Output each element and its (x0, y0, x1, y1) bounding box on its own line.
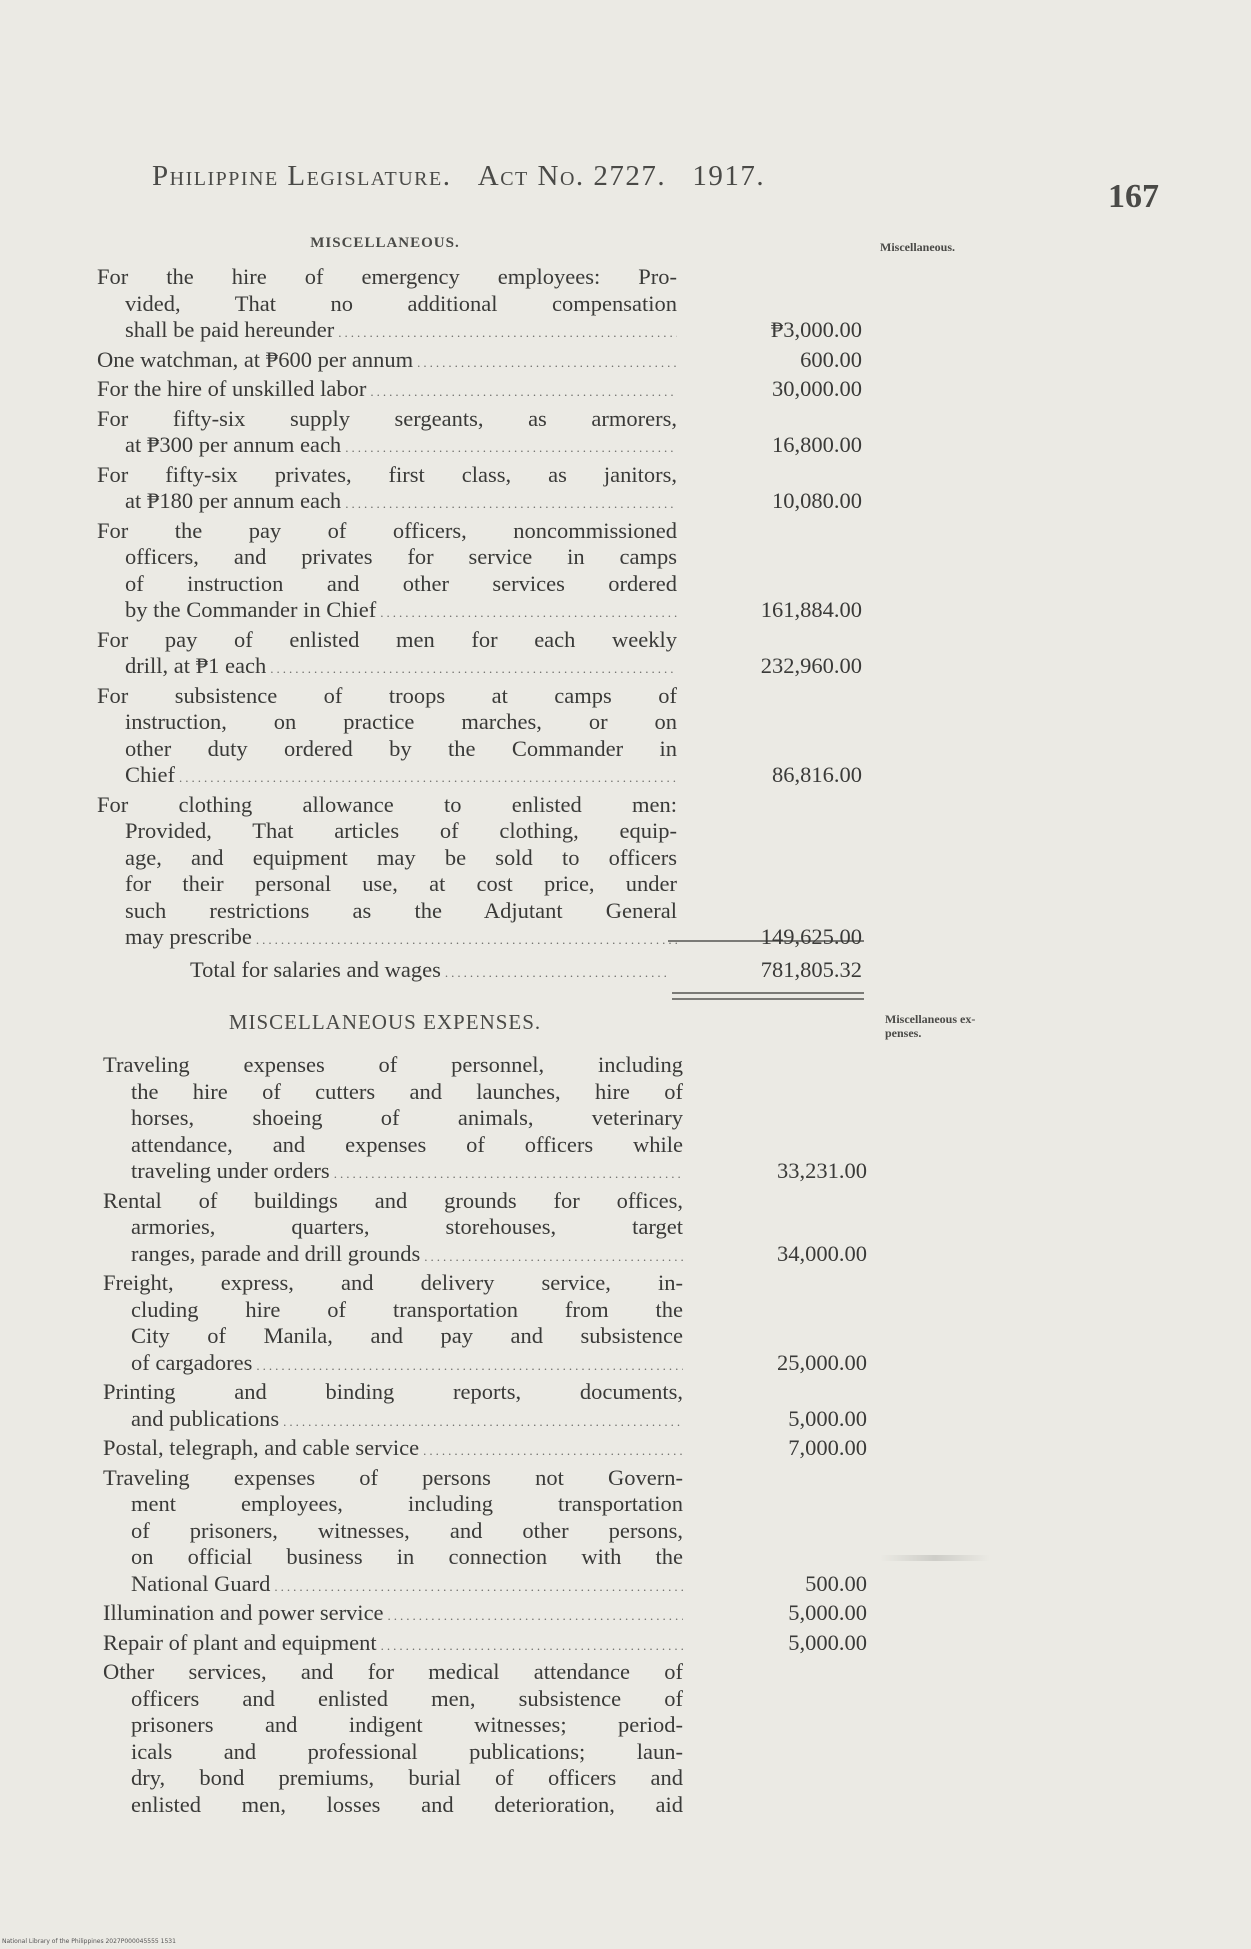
item-text: Postal, telegraph, and cable service (103, 1435, 420, 1460)
miscellaneous-expenses-items (103, 1052, 683, 1818)
item-amount: 16,800.00 (772, 432, 862, 457)
item-text-line: officers and enlisted men, subsistence of (131, 1685, 683, 1711)
item-text: at ₱300 per annum each (125, 432, 342, 457)
total-amount: 781,805.32 (760, 957, 862, 982)
header-title-legislature: Philippine Legislature. (152, 160, 452, 192)
item-text-line: dry, bond premiums, burial of officers and (131, 1765, 683, 1790)
item-text-line: For fifty-six supply sergeants, as armorers, (97, 405, 677, 431)
item-text: ranges, parade and drill grounds (131, 1240, 421, 1266)
item-text-line: Provided, That articles of clothing, equip- (125, 818, 677, 843)
item-text-line (97, 924, 677, 954)
item-text-line: For the pay of officers, noncommissioned (97, 517, 677, 543)
item-text-line (97, 653, 677, 683)
item-amount: 25,000.00 (777, 1350, 867, 1375)
line-item (97, 462, 677, 518)
item-text-line: enlisted men, losses and deterioration, aid (131, 1791, 683, 1817)
faint-ink-mark (880, 1555, 990, 1561)
item-text-line: For fifty-six privates, first class, as janitors, (97, 461, 677, 487)
item-text-line (103, 1435, 683, 1465)
item-text-line: horses, shoeing of animals, veterinary (131, 1105, 683, 1130)
item-text-line: for their personal use, at cost price, under (125, 871, 677, 896)
item-text-line (103, 1158, 683, 1188)
item-text-line: Printing and binding reports, documents, (103, 1379, 683, 1404)
item-text-line: prisoners and indigent witnesses; period- (131, 1712, 683, 1737)
item-text-line (97, 597, 677, 627)
item-text-line: instruction, on practice marches, or on (125, 709, 677, 734)
item-text-line: armories, quarters, storehouses, target (131, 1214, 683, 1239)
item-text: traveling under orders (131, 1158, 330, 1183)
item-text-line: such restrictions as the Adjutant General (125, 897, 677, 923)
total-rule-double-1 (672, 992, 864, 994)
item-text-line (103, 1600, 683, 1630)
item-amount: 600.00 (800, 347, 862, 372)
item-text-line: Other services, and for medical attendance of (103, 1659, 683, 1684)
item-text-line: Rental of buildings and grounds for offices, (103, 1187, 683, 1213)
item-amount: 161,884.00 (760, 597, 862, 622)
item-text: Chief (125, 762, 175, 787)
item-text: at ₱180 per annum each (125, 488, 342, 513)
item-text-line: of prisoners, witnesses, and other persons, (131, 1517, 683, 1543)
item-amount: 5,000.00 (788, 1630, 867, 1655)
line-item (103, 1465, 683, 1601)
item-text: drill, at ₱1 each (125, 653, 267, 678)
item-text-line (103, 1571, 683, 1601)
section-heading-miscellaneous-expenses: MISCELLANEOUS EXPENSES. (228, 1010, 542, 1034)
item-text-line: Freight, express, and delivery service, in- (103, 1270, 683, 1295)
item-text: may prescribe (125, 924, 252, 949)
line-item (97, 683, 677, 792)
item-text-line: ment employees, including transportation (131, 1491, 683, 1516)
item-amount: 232,960.00 (760, 653, 862, 678)
item-text-line: on official business in connection with the (131, 1544, 683, 1569)
total-line (190, 957, 670, 983)
item-amount: 86,816.00 (772, 762, 862, 787)
header-title-act: Act No. 2727. (477, 160, 667, 192)
item-text-line: of instruction and other services ordered (125, 570, 677, 596)
item-text-line (103, 1241, 683, 1271)
item-text-line (103, 1350, 683, 1380)
line-item (97, 792, 677, 954)
item-text-line (97, 432, 677, 462)
item-text-line: vided, That no additional compensation (125, 290, 677, 316)
item-amount: 7,000.00 (788, 1435, 867, 1460)
item-text-line: age, and equipment may be sold to officers (125, 844, 677, 870)
item-text-line: other duty ordered by the Commander in (125, 735, 677, 761)
item-text-line: For the hire of emergency employees: Pro- (97, 264, 677, 289)
line-item (103, 1188, 683, 1271)
source-footnote: National Library of the Philippines 2027P000045555 1531 (2, 1938, 176, 1945)
item-amount: 500.00 (805, 1571, 867, 1596)
item-amount: 5,000.00 (788, 1406, 867, 1431)
item-text: Repair of plant and equipment (103, 1629, 377, 1655)
item-text-line: Traveling expenses of personnel, including (103, 1052, 683, 1077)
line-item (103, 1659, 683, 1818)
item-text-line: Traveling expenses of persons not Govern- (103, 1464, 683, 1490)
item-text-line: the hire of cutters and launches, hire of (131, 1078, 683, 1104)
item-text-line (103, 1406, 683, 1436)
item-text-line (97, 376, 677, 406)
line-item (97, 347, 677, 377)
item-text-line (97, 762, 677, 792)
item-text: Illumination and power service (103, 1600, 384, 1625)
item-text-line (97, 488, 677, 518)
item-amount: 149,625.00 (760, 924, 862, 949)
line-item (103, 1435, 683, 1465)
item-text-line (103, 1630, 683, 1660)
item-amount: 30,000.00 (772, 376, 862, 401)
item-text-line: City of Manila, and pay and subsistence (131, 1323, 683, 1348)
item-text-line: attendance, and expenses of officers while (131, 1131, 683, 1157)
item-amount: 33,231.00 (777, 1158, 867, 1183)
line-item (103, 1270, 683, 1379)
line-item (97, 518, 677, 627)
item-text-line: cluding hire of transportation from the (131, 1296, 683, 1322)
item-text: shall be paid hereunder (125, 317, 335, 342)
margin-note-miscellaneous: Miscellaneous. (880, 240, 955, 254)
total-rule-double-2 (672, 998, 864, 1000)
item-text: and publications (131, 1405, 280, 1431)
item-amount: 5,000.00 (788, 1600, 867, 1625)
line-item (97, 264, 677, 347)
page-number: 167 (1108, 178, 1159, 215)
item-text-line: For subsistence of troops at camps of (97, 682, 677, 708)
line-item (97, 406, 677, 462)
line-item (103, 1379, 683, 1435)
item-text-line (97, 317, 677, 347)
item-text: One watchman, at ₱600 per annum (97, 346, 414, 372)
line-item (103, 1600, 683, 1630)
item-text: of cargadores (131, 1349, 253, 1375)
running-header (152, 160, 765, 193)
line-item (103, 1630, 683, 1660)
item-amount: 10,080.00 (772, 488, 862, 513)
total-label: Total for salaries and wages (190, 957, 441, 982)
margin-note-miscellaneous-expenses: Miscellaneous ex- penses. (885, 1012, 976, 1040)
item-amount: 34,000.00 (777, 1241, 867, 1266)
item-text-line (97, 347, 677, 377)
line-item (97, 627, 677, 683)
item-text-line: icals and professional publications; laun- (131, 1738, 683, 1764)
item-text: National Guard (131, 1570, 271, 1596)
miscellaneous-items (97, 264, 677, 954)
line-item (97, 376, 677, 406)
item-text: by the Commander in Chief (125, 597, 377, 622)
line-item (103, 1052, 683, 1188)
item-amount: ₱3,000.00 (770, 317, 862, 342)
header-year: 1917. (692, 160, 766, 192)
item-text: For the hire of unskilled labor (97, 376, 367, 401)
item-text-line: officers, and privates for service in camps (125, 544, 677, 569)
item-text-line: For pay of enlisted men for each weekly (97, 626, 677, 652)
item-text-line: For clothing allowance to enlisted men: (97, 791, 677, 817)
section-heading-miscellaneous: MISCELLANEOUS. (310, 235, 460, 251)
